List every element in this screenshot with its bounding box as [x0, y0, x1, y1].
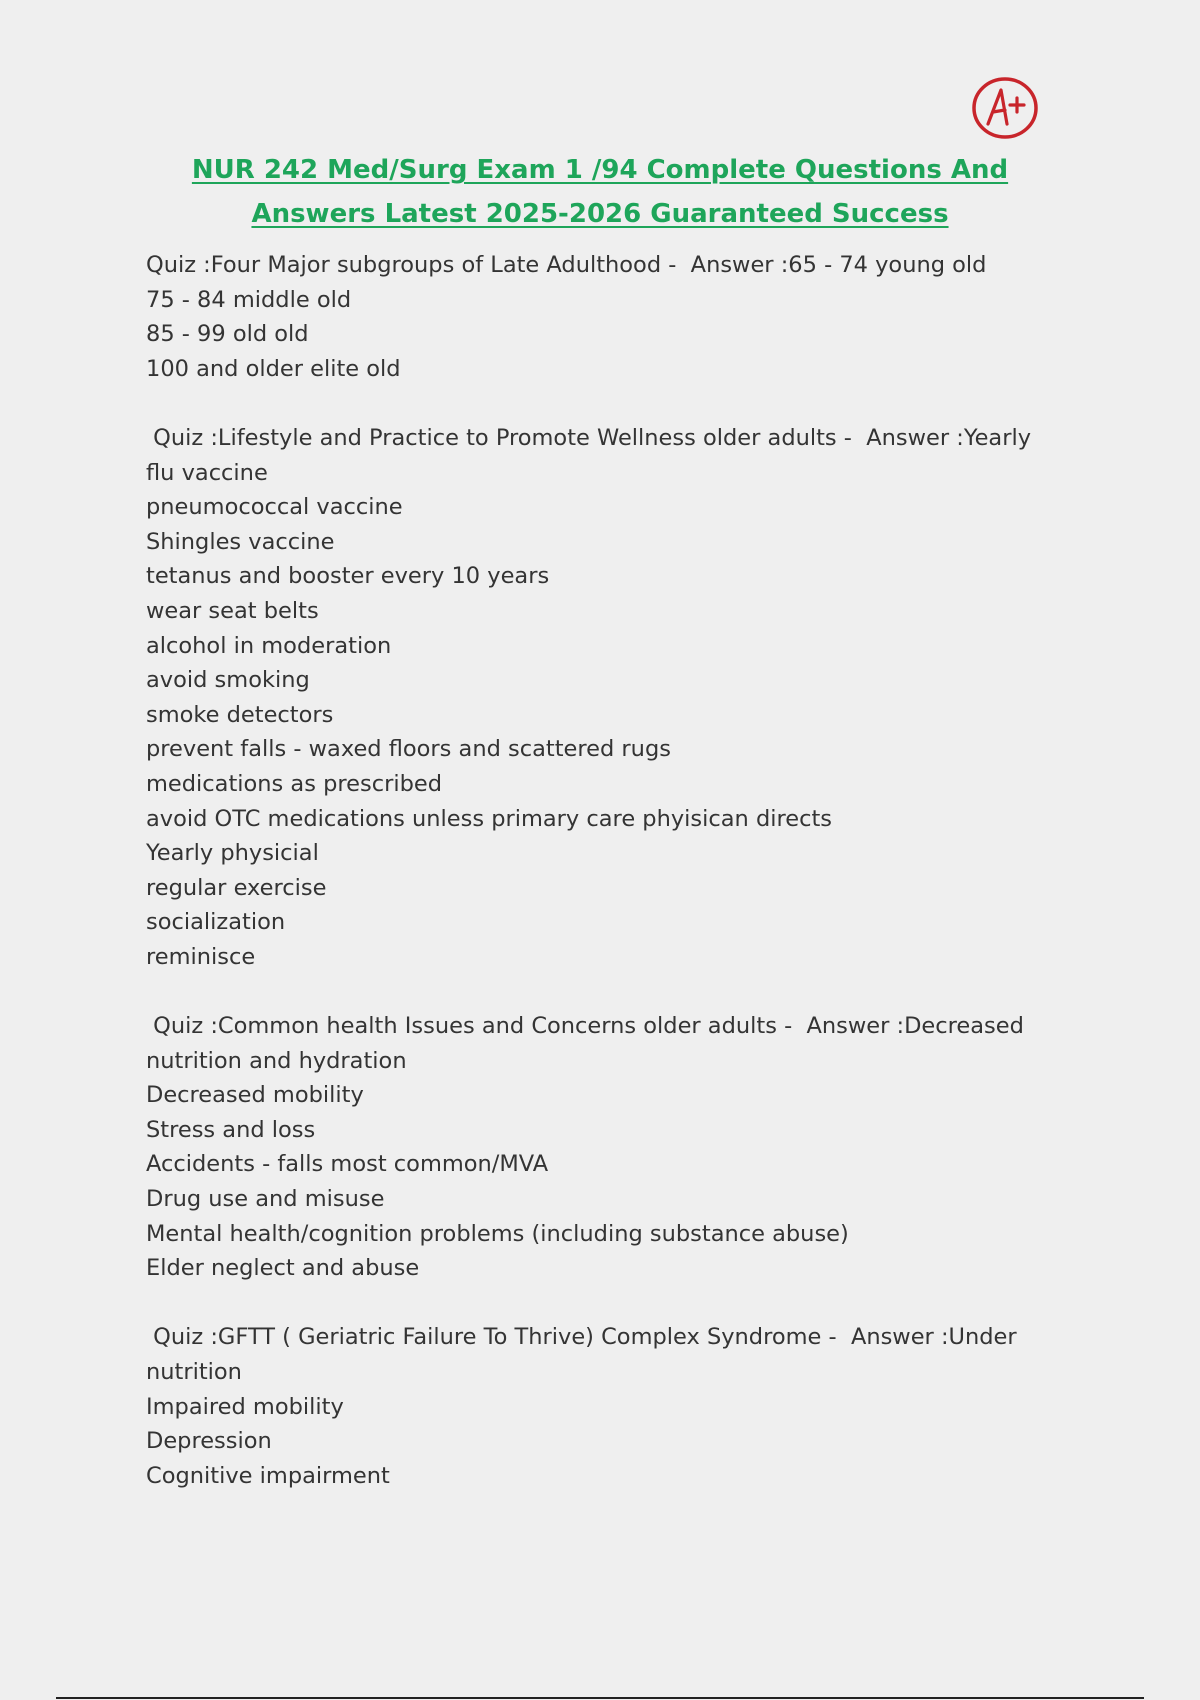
qa-line: alcohol in moderation	[146, 632, 392, 659]
qa-line: Depression	[146, 1428, 272, 1455]
qa-item	[146, 248, 1066, 386]
qa-line: Decreased mobility	[146, 1082, 364, 1109]
qa-line: Shingles vaccine	[146, 528, 335, 555]
qa-line: Quiz :Lifestyle and Practice to Promote Wellness older adults - Answer :Yearly	[146, 424, 1032, 451]
qa-line: Quiz :Four Major subgroups of Late Adulthood - Answer :65 - 74 young old	[146, 252, 987, 278]
qa-line: Impaired mobility	[146, 1393, 344, 1420]
qa-line: 100 and older elite old	[146, 355, 401, 382]
qa-line: avoid OTC medications unless primary care phyisican directs	[146, 805, 833, 832]
qa-line: regular exercise	[146, 874, 327, 901]
qa-line: Quiz :GFTT ( Geriatric Failure To Thrive) Complex Syndrome - Answer :Under	[146, 1324, 1017, 1351]
qa-line: Elder neglect and abuse	[146, 1255, 420, 1282]
qa-line: socialization	[146, 909, 286, 936]
qa-item	[146, 1320, 1066, 1493]
qa-line: Quiz :Common health Issues and Concerns older adults - Answer :Decreased	[146, 1013, 1024, 1040]
qa-line: reminisce	[146, 943, 256, 970]
qa-item	[146, 1009, 1066, 1286]
qa-line: flu vaccine	[146, 459, 268, 486]
qa-line: wear seat belts	[146, 597, 319, 624]
qa-line: Yearly physicial	[146, 840, 319, 867]
qa-line: smoke detectors	[146, 701, 334, 728]
qa-line: medications as prescribed	[146, 770, 442, 797]
qa-line: 75 - 84 middle old	[146, 286, 352, 313]
qa-line: tetanus and booster every 10 years	[146, 563, 550, 590]
qa-line: avoid smoking	[146, 667, 310, 694]
qa-line: Accidents - falls most common/MVA	[146, 1151, 549, 1178]
qa-line: Stress and loss	[146, 1116, 316, 1143]
footer-divider	[56, 1697, 1144, 1699]
qa-list	[146, 248, 1066, 1528]
qa-line: 85 - 99 old old	[146, 321, 309, 348]
qa-line: nutrition and hydration	[146, 1047, 407, 1074]
a-plus-grade-icon	[970, 74, 1040, 144]
qa-line: Drug use and misuse	[146, 1186, 385, 1213]
qa-line: pneumococcal vaccine	[146, 494, 403, 521]
document-title	[100, 148, 1100, 236]
qa-line: Mental health/cognition problems (including substance abuse)	[146, 1220, 849, 1247]
title-line-1: NUR 242 Med/Surg Exam 1 /94 Complete Questions And	[191, 155, 1009, 185]
title-line-2: Answers Latest 2025-2026 Guaranteed Success	[251, 199, 949, 229]
qa-line: prevent falls - waxed floors and scattered rugs	[146, 736, 671, 763]
qa-item	[146, 421, 1066, 975]
qa-line: nutrition	[146, 1359, 242, 1385]
qa-line: Cognitive impairment	[146, 1462, 390, 1489]
